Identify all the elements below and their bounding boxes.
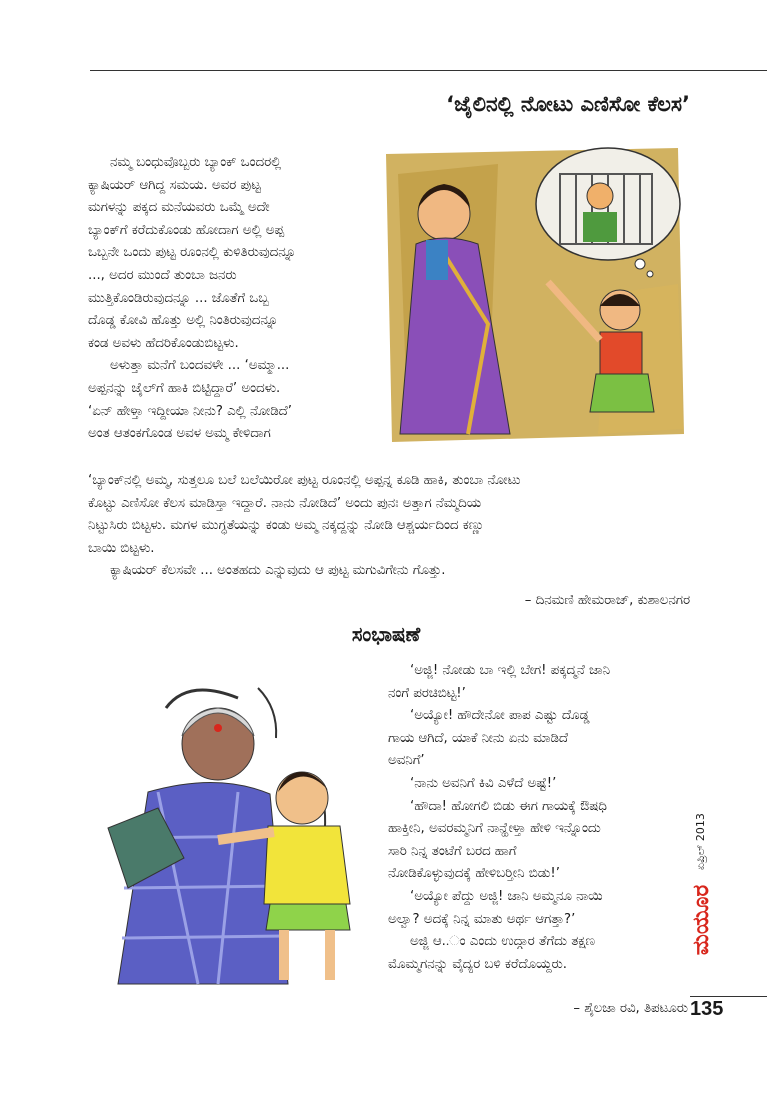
header-rule: [90, 70, 767, 71]
story1-line: ಕ್ಯಾಷಿಯರ್ ಕೆಲಸವೇ ... ಅಂತಹದು ಎನ್ನುವುದು ಆ ಪುಟ್ಟ ಮಗುವಿಗೇನು ಗೊತ್ತು.: [110, 563, 446, 579]
story1-line: ನಿಟ್ಟುಸಿರು ಬಿಟ್ಟಳು. ಮಗಳ ಮುಗ್ಧತೆಯನ್ನು ಕಂಡು ಅಮ್ಮ ನಕ್ಕದ್ದನ್ನು ನೋಡಿ ಆಶ್ಚರ್ಯದಿಂದ ಕಣ್ಣು: [88, 518, 485, 534]
story1-line: ಒಬ್ಬನೇ ಒಂದು ಪುಟ್ಟ ರೂಂನಲ್ಲಿ ಕುಳಿತಿರುವುದನ್ನೂ: [88, 245, 296, 261]
grandmother-boy-illustration: [88, 668, 384, 996]
story2-line: ಅಜ್ಜಿ ಆ..ಂ ಎಂದು ಉದ್ಗಾರ ತೆಗೆದು ತಕ್ಷಣ: [410, 934, 595, 950]
story1-line: ಮುತ್ತಿಕೊಂಡಿರುವುದನ್ನೂ ... ಜೊತೆಗೆ ಒಬ್ಬ: [88, 290, 269, 306]
story2-line: ‘ಅಯ್ಯೋ ಪೆದ್ದು ಅಜ್ಜಿ! ಜಾನಿ ಅಮ್ಮನೂ ನಾಯಿ: [410, 888, 603, 904]
story2-line: ಹಾಕ್ತೀನಿ, ಅವರಮ್ಮನಿಗೆ ನಾನ್ಹೇಳ್ತಾ ಹೇಳಿ ಇನ್ನೊಂದು: [388, 821, 601, 837]
story1-line: ‘ಏನ್ ಹೇಳ್ತಾ ಇದ್ದೀಯಾ ನೀನು? ಎಲ್ಲಿ ನೋಡಿದೆ’: [88, 403, 292, 419]
story2-line: ‘ನಾನು ಅವನಿಗೆ ಕಿವಿ ಎಳೆದೆ ಅಷ್ಟೆ!’: [410, 775, 557, 791]
story2-line: ಅಲ್ವಾ? ಅದಕ್ಕೆ ನಿನ್ನ ಮಾತು ಅರ್ಥ ಆಗತ್ತಾ?’: [388, 911, 576, 927]
story1-line: ಕಂಡ ಅವಳು ಹೆದರಿಕೊಂಡುಬಿಟ್ಟಳು.: [88, 335, 239, 351]
story2-signature: – ಶೈಲಜಾ ರವಿ, ತಿಪಟೂರು: [573, 1001, 688, 1016]
magazine-name: ಮಯೂರ: [689, 884, 714, 956]
story1-line: ಕ್ಯಾಷಿಯರ್ ಆಗಿದ್ದ ಸಮಯ. ಅವರ ಪುಟ್ಟ: [88, 177, 261, 193]
story1-full-text: [88, 470, 688, 583]
story2-line: ‘ಅಯ್ಯೋ! ಹೌದೇನೋ ಪಾಪ ಎಷ್ಟು ದೊಡ್ಡ: [410, 708, 590, 724]
story2-line: ಸಾರಿ ನಿನ್ನ ತಂಟೆಗೆ ಬರದ ಹಾಗೆ: [388, 843, 517, 859]
story1-line: ‘ಬ್ಯಾಂಕ್‌ನಲ್ಲಿ ಅಮ್ಮ, ಸುತ್ತಲೂ ಬಲೆ ಬಲೆಯಿರೋ ಪುಟ್ಟ ರೂಂನಲ್ಲಿ ಅಪ್ಪನ್ನ ಕೂಡಿ ಹಾಕಿ, ತುಂಬಾ ನೋಟು: [88, 473, 521, 488]
story2-line: ಗಾಯ ಆಗಿದೆ, ಯಾಕೆ ನೀನು ಏನು ಮಾಡಿದೆ: [388, 730, 568, 746]
page-number: 135: [690, 998, 724, 1020]
story1-line: ಬ್ಯಾಂಕ್‌ಗೆ ಕರೆದುಕೊಂಡು ಹೋದಾಗ ಅಲ್ಲಿ ಅಪ್ಪ: [88, 222, 285, 238]
story2-line: ನೋಡಿಕೊಳ್ಳುವುದಕ್ಕೆ ಹೇಳಿಬರ್‍ತೀನಿ ಬಿಡು!’: [388, 866, 560, 882]
story2-line: ಮೊಮ್ಮಗನನ್ನು ವೈದ್ಯರ ಬಳಿ ಕರೆದೊಯ್ದರು.: [388, 956, 567, 972]
story2-line: ನಂಗೆ ಪರಚಿಬಿಟ್ಟ!’: [388, 685, 466, 701]
story1-line: ಕೊಟ್ಟು ಎಣಿಸೋ ಕೆಲಸ ಮಾಡಿಸ್ತಾ ಇದ್ದಾರೆ. ನಾನು ನೋಡಿದೆ’ ಅಂದು ಪುನಃ ಅತ್ತಾಗ ನೆಮ್ಮದಿಯ: [88, 495, 481, 511]
story2-line: ‘ಹೌದಾ! ಹೋಗಲಿ ಬಿಡು ಈಗ ಗಾಯಕ್ಕೆ ಔಷಧಿ: [410, 798, 607, 814]
story1-line: ದೊಡ್ಡ ಕೋವಿ ಹೊತ್ತು ಅಲ್ಲಿ ನಿಂತಿರುವುದನ್ನೂ: [88, 313, 279, 329]
story1-signature: – ದಿನಮಣಿ ಹೇಮರಾಜ್, ಕುಶಾಲನಗರ: [524, 593, 690, 608]
story1-line: ಬಾಯಿ ಬಿಟ್ಟಳು.: [88, 540, 155, 556]
mother-daughter-illustration: [378, 144, 690, 446]
story1-line: ಮಗಳನ್ನು ಪಕ್ಕದ ಮನೆಯವರು ಒಮ್ಮೆ ಅದೇ: [88, 200, 270, 216]
story1-line: ನಮ್ಮ ಬಂಧುವೊಬ್ಬರು ಬ್ಯಾಂಕ್ ಒಂದರಲ್ಲಿ: [110, 155, 282, 170]
story1-line: ಅಳುತ್ತಾ ಮನೆಗೆ ಬಂದವಳೇ ... ‘ಅಮ್ಮಾ...: [110, 358, 290, 374]
story2-dialogue: [388, 660, 690, 976]
story1-column-text: [88, 152, 368, 446]
story2-line: ‘ಅಜ್ಜಿ! ನೋಡು ಬಾ ಇಲ್ಲಿ ಬೇಗ! ಪಕ್ಕದ್ಮನೆ ಜಾನಿ: [410, 663, 611, 678]
story1-line: ಅಂತ ಆತಂಕಗೊಂಡ ಅವಳ ಅಮ್ಮ ಕೇಳಿದಾಗ: [88, 426, 271, 442]
story1-line: ..., ಅದರ ಮುಂದೆ ತುಂಬಾ ಜನರು: [88, 267, 237, 283]
magazine-brand: [689, 850, 715, 990]
story2-line: ಅವನಿಗೆ’: [388, 753, 425, 769]
story2-title: ಸಂಭಾಷಣೆ: [351, 622, 421, 646]
story1-title: ‘ಜೈಲಿನಲ್ಲಿ ನೋಟು ಎಣಿಸೋ ಕೆಲಸ’: [446, 92, 690, 116]
story1-line: ಅಪ್ಪನನ್ನು ಜೈಲ್‌ಗೆ ಹಾಕಿ ಬಿಟ್ಟಿದ್ದಾರೆ’ ಅಂದಳು.: [88, 380, 281, 396]
footer-rule: [690, 996, 767, 997]
issue-date: ಏಪ್ರಿಲ್ 2013: [694, 813, 707, 870]
